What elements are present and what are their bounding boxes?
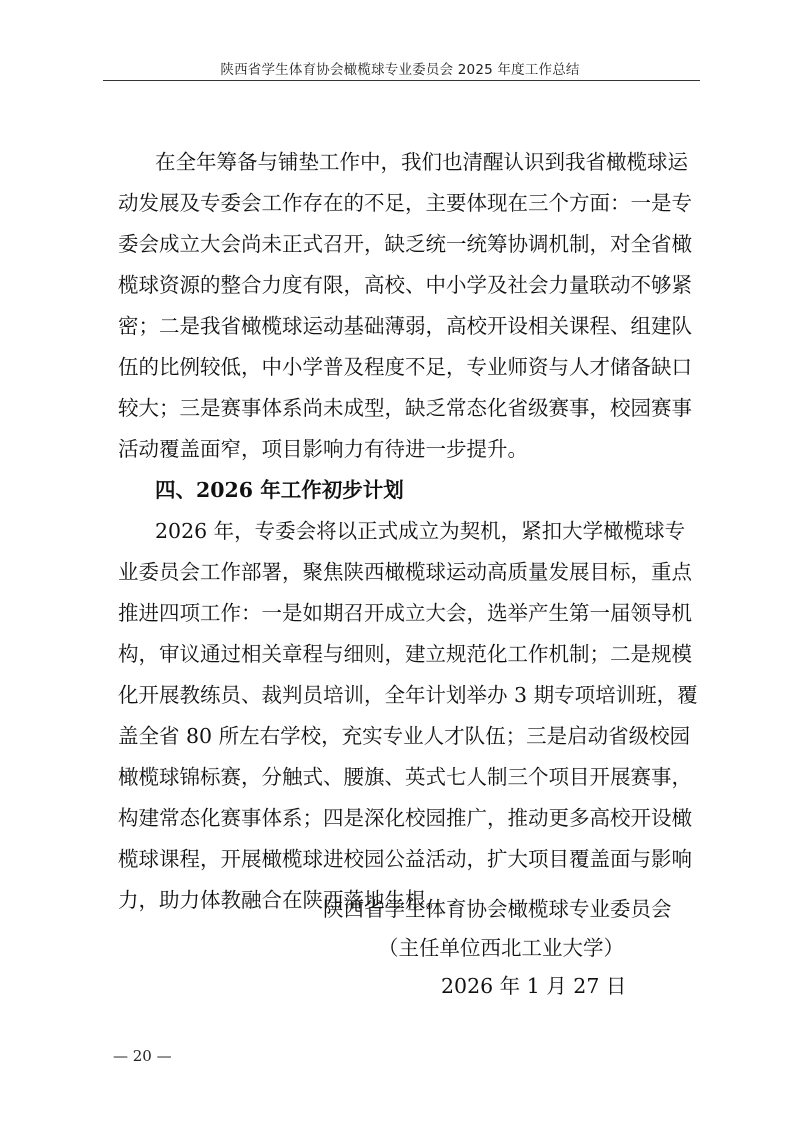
section-heading: 四、2026 年工作初步计划 [155, 478, 404, 502]
text-line: 密；二是我省橄榄球运动基础薄弱，高校开设相关课程、组建队 [118, 314, 692, 338]
header-rule [103, 80, 700, 81]
text-line: 2026 年，专委会将以正式成立为契机，紧扣大学橄榄球专 [155, 519, 686, 543]
text-line: 盖全省 80 所左右学校，充实专业人才队伍；三是启动省级校园 [118, 724, 691, 748]
text-line: 化开展教练员、裁判员培训，全年计划举办 3 期专项培训班，覆 [118, 683, 698, 707]
text-line: 构建常态化赛事体系；四是深化校园推广，推动更多高校开设橄 [118, 806, 692, 830]
text-line: 构，审议通过相关章程与细则，建立规范化工作机制；二是规模 [118, 642, 692, 666]
text-line: 推进四项工作：一是如期召开成立大会，选举产生第一届领导机 [118, 601, 692, 625]
page-number: — 20 — [113, 1047, 172, 1065]
text-line: 榄球课程，开展橄榄球进校园公益活动，扩大项目覆盖面与影响 [118, 847, 692, 871]
text-line: 力，助力体教融合在陕西落地生根。 [118, 888, 446, 912]
text-line: 在全年筹备与铺垫工作中，我们也清醒认识到我省橄榄球运 [155, 150, 688, 174]
text-line: 活动覆盖面窄，项目影响力有待进一步提升。 [118, 437, 528, 461]
text-line: 榄球资源的整合力度有限，高校、中小学及社会力量联动不够紧 [118, 273, 692, 297]
text-line: 动发展及专委会工作存在的不足，主要体现在三个方面：一是专 [118, 191, 692, 215]
signature-date: 2026 年 1 月 27 日 [441, 974, 627, 998]
text-line: 较大；三是赛事体系尚未成型，缺乏常态化省级赛事，校园赛事 [118, 396, 692, 420]
text-line: 业委员会工作部署，聚焦陕西橄榄球运动高质量发展目标，重点 [118, 560, 692, 584]
signature-host-unit: （主任单位西北工业大学） [378, 936, 624, 960]
text-line: 橄榄球锦标赛，分触式、腰旗、英式七人制三个项目开展赛事， [118, 765, 692, 789]
signature-organization: 陕西省学生体育协会橄榄球专业委员会 [323, 897, 672, 921]
text-line: 伍的比例较低，中小学普及程度不足，专业师资与人才储备缺口 [118, 355, 692, 379]
text-line: 委会成立大会尚未正式召开，缺乏统一统筹协调机制，对全省橄 [118, 232, 692, 256]
running-header-title: 陕西省学生体育协会橄榄球专业委员会 2025 年度工作总结 [220, 62, 580, 78]
